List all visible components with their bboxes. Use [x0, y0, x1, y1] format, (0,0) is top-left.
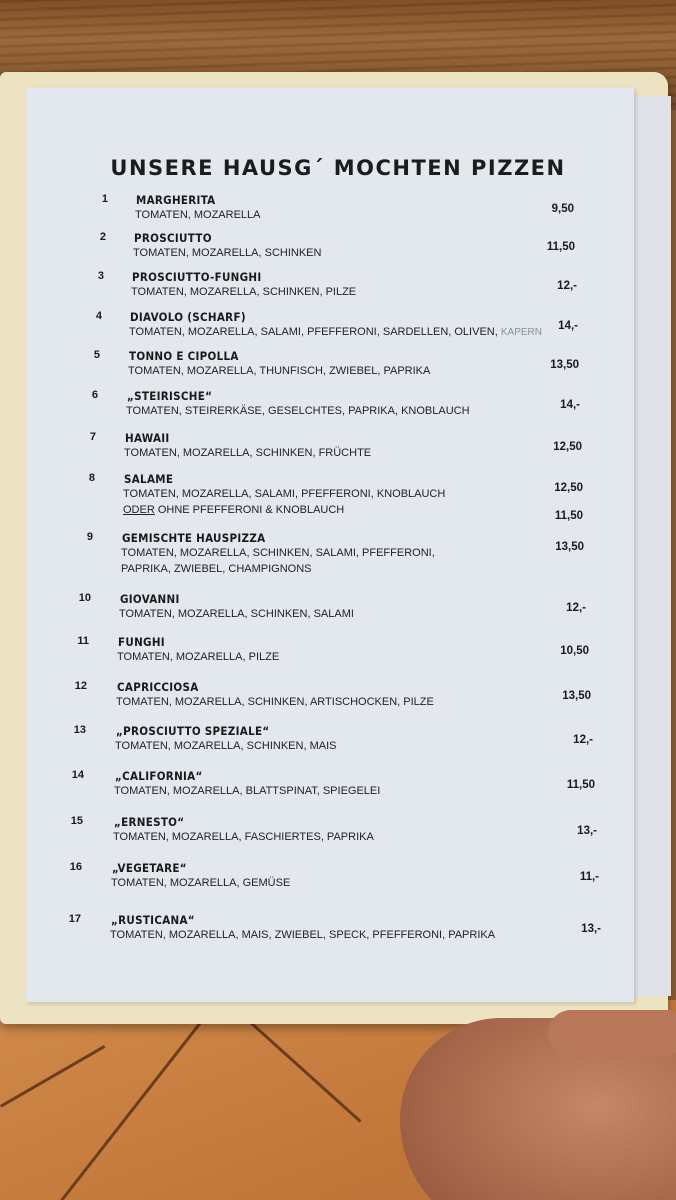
item-description: [115, 738, 555, 754]
item-number: 10: [78, 592, 91, 604]
item-name: „VEGETARE“: [112, 861, 187, 875]
description-line-1: TOMATEN, MOZARELLA, SCHINKEN, SALAMI: [119, 608, 354, 620]
description-faint-word: KAPERN: [500, 327, 542, 338]
description-line-2: OHNE PFEFFERONI & KNOBLAUCH: [154, 504, 345, 516]
description-line-1: TOMATEN, MOZARELLA, SALAMI, PFEFFERONI, SARDELLEN, OLIVEN,: [129, 326, 498, 338]
description-line-1: TOMATEN, MOZARELLA, SCHINKEN, MAIS: [115, 740, 337, 752]
item-price: 12,-: [573, 734, 593, 746]
item-price: 11,-: [579, 871, 599, 883]
description-line-1: TOMATEN, MOZARELLA, PILZE: [117, 651, 280, 663]
item-description: [110, 927, 550, 943]
description-line-1: TOMATEN, STEIRERKÄSE, GESELCHTES, PAPRIKA, KNOBLAUCH: [126, 405, 470, 417]
item-number: 12: [74, 680, 87, 692]
item-price: 14,-: [560, 399, 580, 411]
item-name: MARGHERITA: [136, 193, 216, 207]
item-price: 12,-: [566, 602, 586, 614]
item-number: 8: [88, 472, 95, 484]
description-line-1: TOMATEN, MOZARELLA, SCHINKEN, PILZE: [131, 286, 357, 298]
menu-title: UNSERE HAUSG´ MOCHTEN PIZZEN: [110, 156, 566, 180]
item-price: 10,50: [560, 645, 589, 657]
item-price: 9,50: [551, 203, 574, 215]
description-line-1: TOMATEN, MOZARELLA, SALAMI, PFEFFERONI, KNOBLAUCH: [123, 488, 446, 500]
description-line-1: TOMATEN, MOZARELLA, SCHINKEN: [133, 247, 322, 259]
description-line-1: TOMATEN, MOZARELLA, BLATTSPINAT, SPIEGELEI: [114, 785, 381, 797]
item-name: GIOVANNI: [120, 592, 180, 606]
menu-item: [0, 724, 676, 774]
item-number: 2: [99, 231, 106, 243]
item-description: [123, 486, 563, 518]
item-name: „ERNESTO“: [114, 815, 185, 829]
item-name: HAWAII: [125, 431, 170, 445]
item-number: 13: [73, 724, 86, 736]
menu-item: [0, 472, 676, 522]
item-description: [128, 363, 568, 379]
description-underlined-word: ODER: [123, 504, 155, 516]
item-number: 9: [86, 531, 93, 543]
item-number: 11: [77, 635, 89, 647]
menu-item: [0, 769, 676, 819]
item-number: 5: [93, 349, 100, 361]
description-line-1: TOMATEN, MOZARELLA, GEMÜSE: [111, 877, 291, 889]
item-number: 7: [89, 431, 96, 443]
item-price: 11,50: [546, 241, 575, 253]
item-price: 13,-: [581, 923, 601, 935]
item-number: 3: [97, 270, 104, 282]
item-description: [116, 694, 556, 710]
item-number: 6: [91, 389, 98, 401]
description-line-1: TOMATEN, MOZARELLA, THUNFISCH, ZWIEBEL, PAPRIKA: [128, 365, 431, 377]
item-description: [126, 403, 566, 419]
description-line-1: TOMATEN, MOZARELLA: [135, 209, 261, 221]
item-name: DIAVOLO (SCHARF): [130, 310, 246, 324]
item-price: 11,50: [566, 779, 595, 791]
menu-item: [0, 815, 676, 865]
item-number: 17: [68, 913, 81, 925]
item-number: 15: [70, 815, 83, 827]
item-description: [131, 284, 571, 300]
description-line-1: TOMATEN, MOZARELLA, MAIS, ZWIEBEL, SPECK, PFEFFERONI, PAPRIKA: [110, 929, 496, 941]
item-price: 13,50: [562, 690, 591, 702]
item-description: [111, 875, 551, 891]
item-name: PROSCIUTTO-FUNGHI: [132, 270, 262, 284]
menu-item: [0, 861, 676, 911]
item-number: 4: [95, 310, 102, 322]
item-number: 14: [71, 769, 84, 781]
thumb: [548, 1010, 676, 1056]
item-price: 12,50: [554, 482, 583, 494]
description-line-1: TOMATEN, MOZARELLA, SCHINKEN, FRÜCHTE: [124, 447, 372, 459]
item-price: 13,50: [555, 541, 584, 553]
menu-item: [0, 913, 676, 963]
item-number: 1: [101, 193, 108, 205]
item-name: GEMISCHTE HAUSPIZZA: [122, 531, 266, 545]
item-description: [124, 445, 564, 461]
item-description: [121, 545, 561, 577]
item-name: FUNGHI: [118, 635, 165, 649]
item-name: PROSCIUTTO: [134, 231, 212, 245]
description-line-1: TOMATEN, MOZARELLA, SCHINKEN, ARTISCHOCKEN, PILZE: [116, 696, 434, 708]
item-name: „CALIFORNIA“: [115, 769, 203, 783]
item-description: [114, 783, 554, 799]
item-name: „RUSTICANA“: [111, 913, 195, 927]
item-price: 14,-: [558, 320, 578, 332]
item-name: „STEIRISCHE“: [127, 389, 213, 403]
item-description: [119, 606, 559, 622]
item-name: TONNO E CIPOLLA: [129, 349, 239, 363]
description-line-1: TOMATEN, MOZARELLA, FASCHIERTES, PAPRIKA: [113, 831, 374, 843]
item-price: 13,-: [577, 825, 597, 837]
item-number: 16: [69, 861, 82, 873]
item-price: 12,50: [553, 441, 582, 453]
description-line-1: TOMATEN, MOZARELLA, SCHINKEN, SALAMI, PFEFFERONI,: [121, 547, 435, 559]
item-price: 12,-: [557, 280, 577, 292]
menu-item: [0, 680, 676, 730]
menu-item: [0, 635, 676, 685]
item-description: [117, 649, 557, 665]
item-description: [129, 324, 569, 341]
item-name: CAPRICCIOSA: [117, 680, 199, 694]
item-name: „PROSCIUTTO SPEZIALE“: [116, 724, 270, 738]
item-description: [113, 829, 553, 845]
menu-item: [0, 531, 676, 581]
description-line-2: PAPRIKA, ZWIEBEL, CHAMPIGNONS: [121, 563, 312, 575]
item-price: 13,50: [550, 359, 579, 371]
item-name: SALAME: [124, 472, 174, 486]
item-price-alternative: 11,50: [554, 510, 583, 522]
